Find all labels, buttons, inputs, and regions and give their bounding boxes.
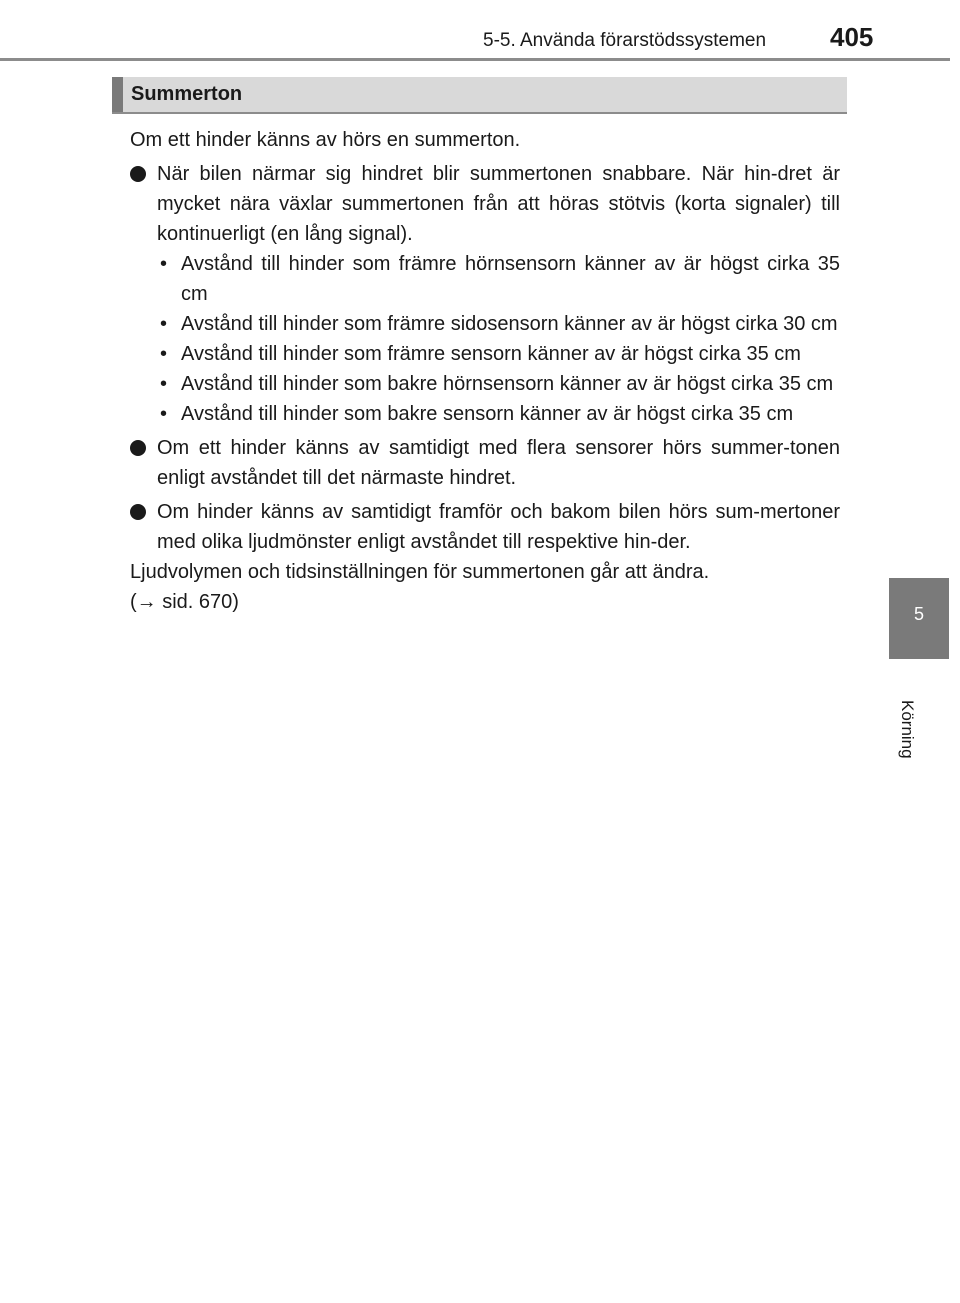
sub-bullet-mark-icon: • — [160, 373, 168, 395]
arrow-right-icon: → — [136, 591, 157, 613]
bullet-text: Om ett hinder känns av samtidigt med flera sensorer hörs summer-tonen enligt avståndet till det närmaste hindret. — [157, 437, 840, 489]
bullet-item — [130, 433, 840, 493]
sub-bullet-text: Avstånd till hinder som främre sidosensorn känner av är högst cirka 30 cm — [181, 313, 838, 335]
sub-bullet-text: Avstånd till hinder som bakre sensorn känner av är högst cirka 35 cm — [181, 403, 794, 425]
bullet-item — [130, 497, 840, 557]
sub-bullet-mark-icon: • — [160, 253, 168, 275]
closing-paragraph: Ljudvolymen och tidsinställningen för summertonen går att ändra. (→ sid. 670) — [130, 557, 840, 617]
bullet-text: När bilen närmar sig hindret blir summertonen snabbare. När hin-dret är mycket nära växlar summertonen från att höras stötvis (korta signaler) till kontinuerligt (en lång signal). — [157, 163, 840, 245]
bullet-dot-icon — [130, 166, 146, 182]
chapter-label: Körning — [898, 700, 917, 759]
sub-bullet-mark-icon: • — [160, 403, 168, 425]
sub-bullet-mark-icon: • — [160, 313, 168, 335]
closing-text: Ljudvolymen och tidsinställningen för summertonen går att ändra. — [130, 561, 710, 583]
page-reference-link[interactable]: sid. 670 — [162, 591, 233, 613]
intro-text: Om ett hinder känns av hörs en summerton. — [130, 129, 521, 151]
sub-bullet-mark-icon: • — [160, 343, 168, 365]
section-content — [130, 125, 840, 617]
bullet-text: Om hinder känns av samtidigt framför och bakom bilen hörs sum-mertoner med olika ljudmönster enligt avståndet till respektive hin-der. — [157, 501, 840, 553]
bullet-dot-icon — [130, 504, 146, 520]
page-number: 405 — [830, 22, 874, 52]
sub-bullet-item — [130, 249, 840, 309]
sub-bullet-text: Avstånd till hinder som främre hörnsensorn känner av är högst cirka 35 cm — [181, 253, 840, 305]
bullet-item — [130, 159, 840, 249]
header-rule — [0, 58, 950, 61]
sub-bullet-item — [130, 369, 840, 399]
section-heading-box — [112, 77, 847, 114]
chapter-tab — [889, 578, 949, 659]
chapter-number: 5 — [913, 604, 924, 624]
sub-bullet-item — [130, 339, 840, 369]
section-breadcrumb: 5-5. Använda förarstödssystemen — [483, 30, 767, 51]
sub-bullet-text: Avstånd till hinder som bakre hörnsensorn känner av är högst cirka 35 cm — [181, 373, 834, 395]
sub-bullet-item — [130, 399, 840, 429]
sub-bullet-item — [130, 309, 840, 339]
section-heading: Summerton — [131, 83, 243, 105]
sub-bullet-text: Avstånd till hinder som främre sensorn känner av är högst cirka 35 cm — [181, 343, 801, 365]
bullet-dot-icon — [130, 440, 146, 456]
heading-accent-bar — [112, 77, 123, 112]
